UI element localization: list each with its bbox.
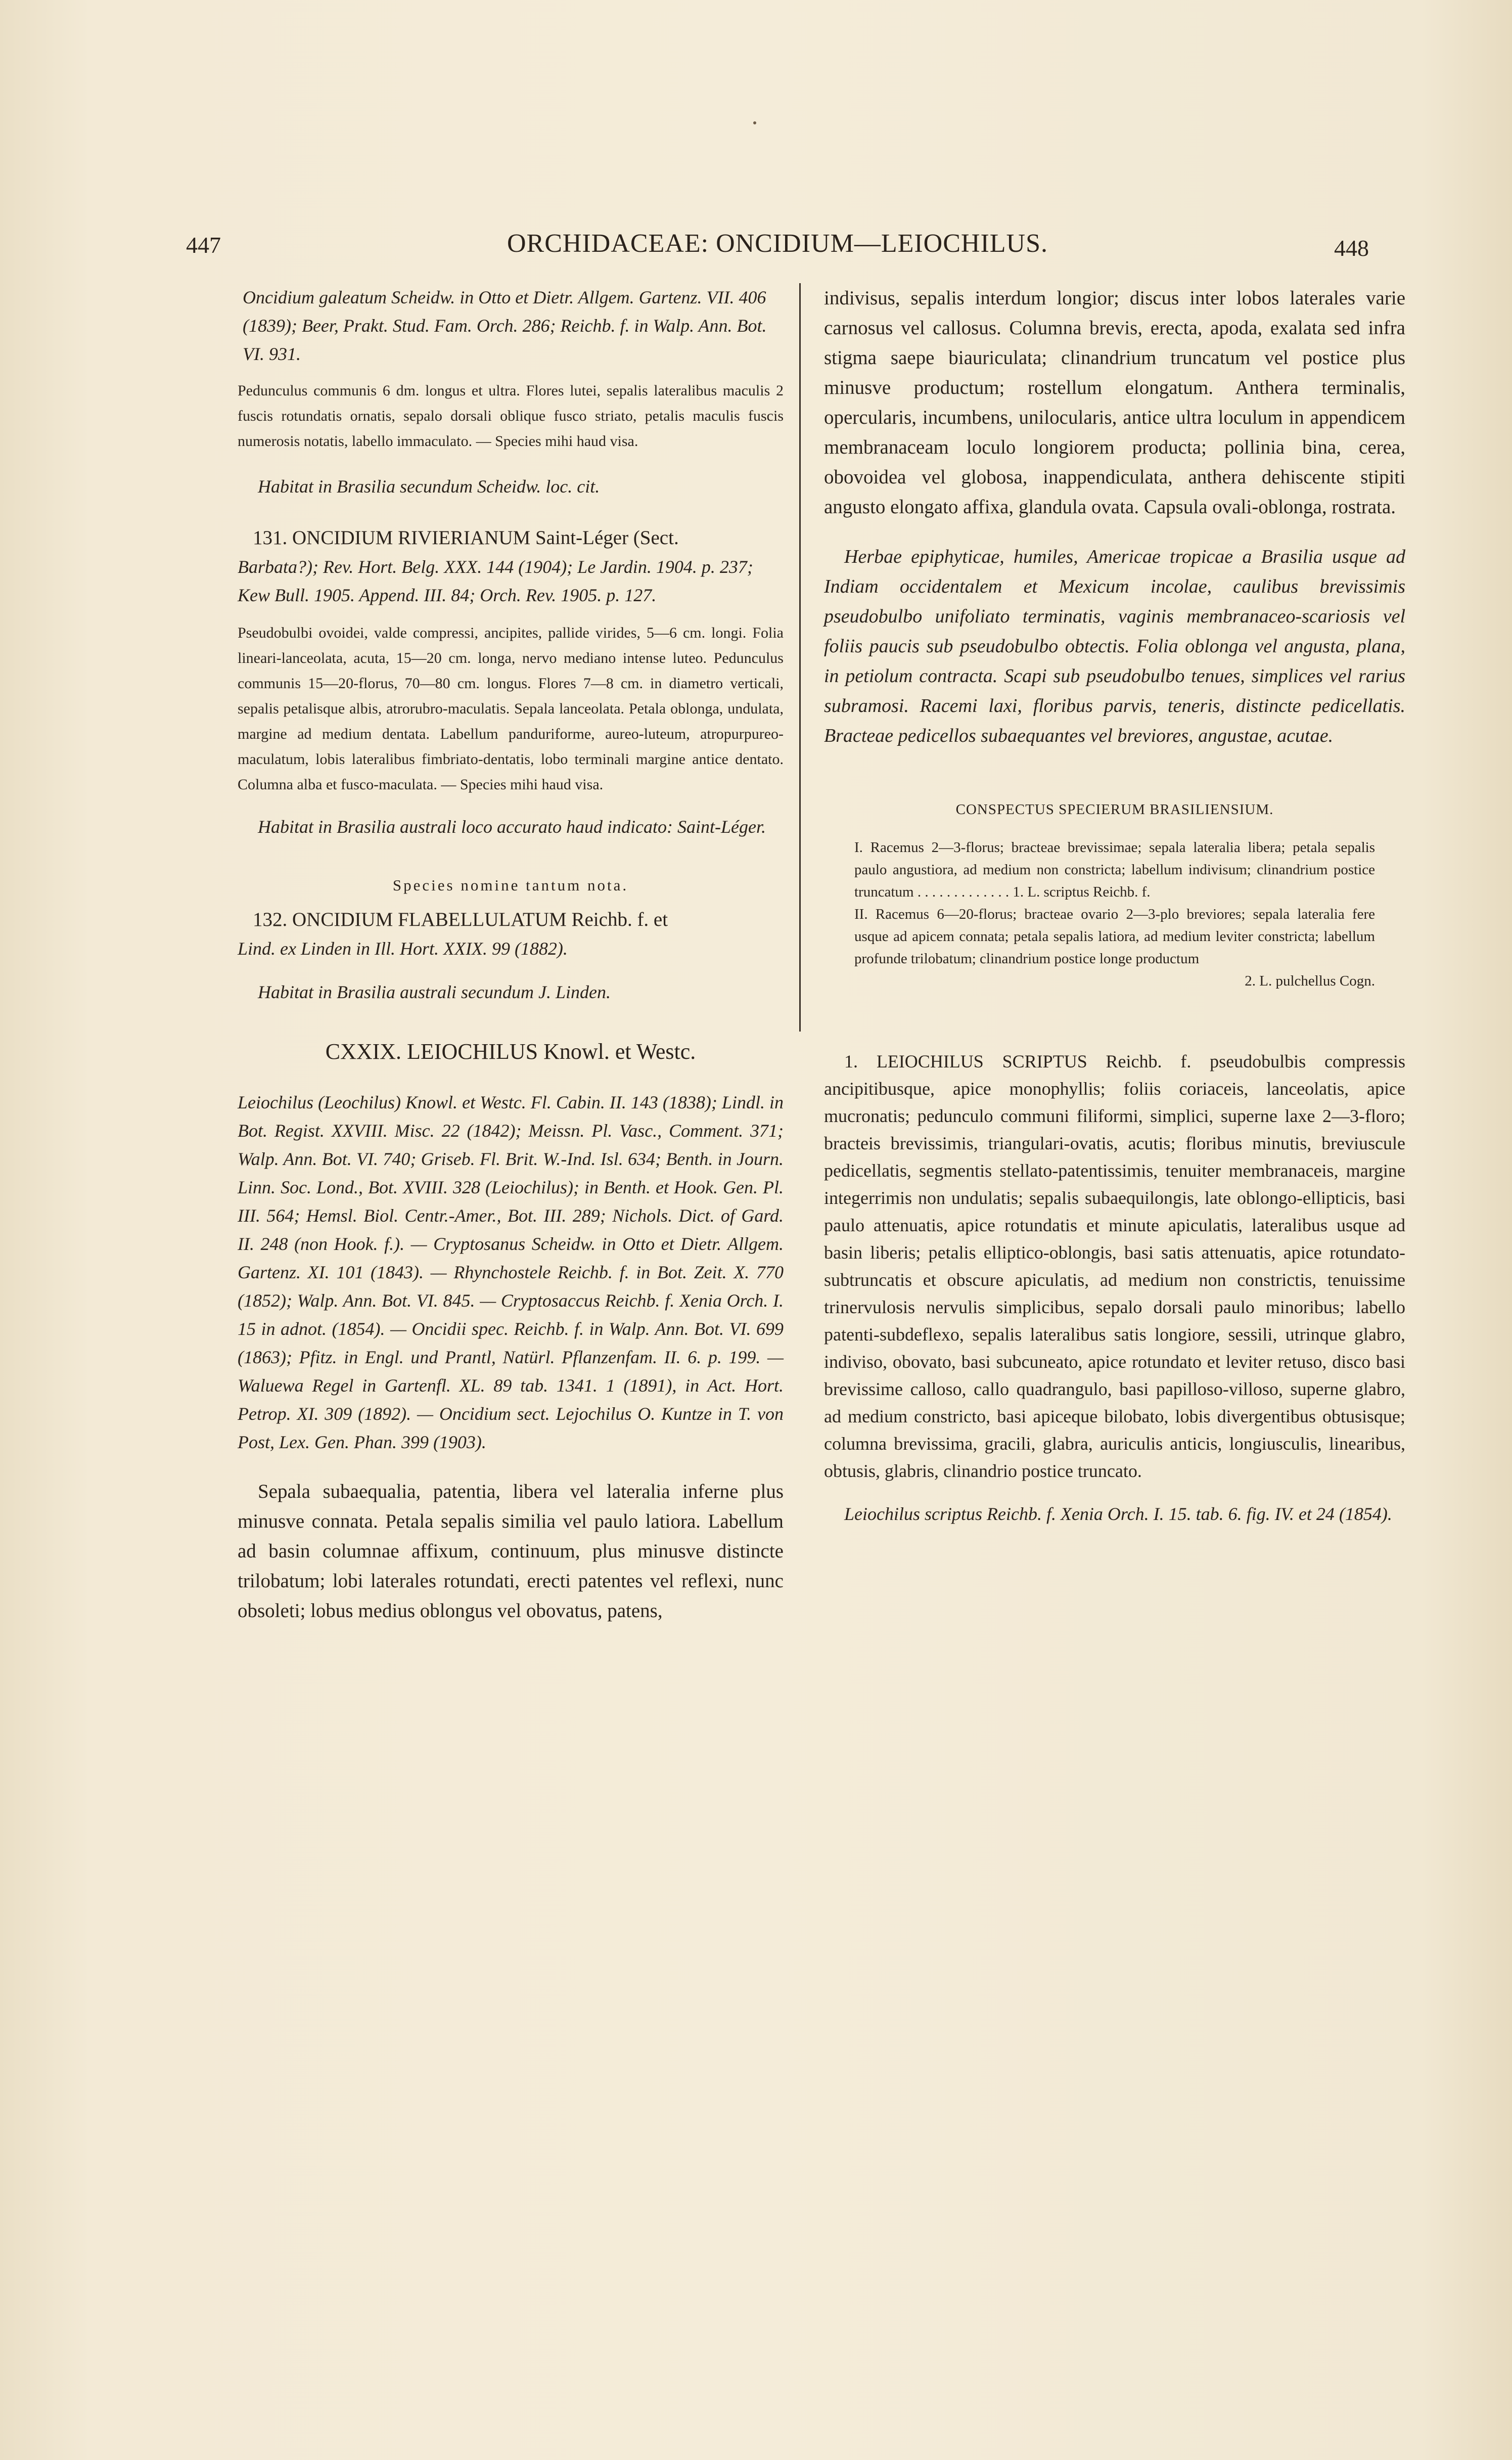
genus-description: Sepala subaequalia, patentia, libera vel lateralia inferne plus minusve connata. Petala sepalis similia vel paulo latiora. Labellum ad basin columnae affixum, continuum, plus minusve distincte trilobatum; lobi laterales rotundati, erecti patentes vel reflexi, nunc obsoleti; lobus medius oblongus vel obovatus, patens, bbox=[238, 1481, 784, 1622]
genus-heading: CXXIX. LEIOCHILUS Knowl. et Westc. bbox=[325, 1039, 696, 1064]
right-column bbox=[824, 283, 1405, 1528]
species-132-references: Lind. ex Linden in Ill. Hort. XXIX. 99 (1882). bbox=[238, 938, 568, 959]
species-131-habitat: Habitat in Brasilia australi loco accurato haud indicato: Saint-Léger. bbox=[258, 817, 766, 837]
page-number-right: 448 bbox=[1334, 235, 1369, 261]
left-column bbox=[238, 283, 784, 1626]
herbae-paragraph: Herbae epiphyticae, humiles, Americae tropicae a Brasilia usque ad Indiam occidentalem et Mexicum incolae, caulibus brevissimis pseudobulbo unifoliato terminatis, vaginis membranaceo-scariosis vel foliis paucis sub pseudobulbo obtectis. Folia oblonga vel angusta, plana, in petiolum contracta. Scapi sub pseudobulbo tenues, simplices vel rarius subramosi. Racemi laxi, floribus parvis, teneris, distincte pedicellatis. Bracteae pedicellos subaequantes vel breviores, angustae, acutae. bbox=[824, 546, 1405, 746]
paper-speck bbox=[753, 121, 756, 124]
species-key bbox=[824, 836, 1405, 992]
synonym-galeatum: Oncidium galeatum Scheidw. in Otto et Dietr. Allgem. Gartenz. VII. 406 (1839); Beer, Prakt. Stud. Fam. Orch. 286; Reichb. f. in Walp. Ann. Bot. VI. 931. bbox=[243, 287, 767, 364]
genus-description-continued: indivisus, sepalis interdum longior; discus inter lobos laterales varie carnosus vel callosus. Columna brevis, erecta, apoda, exalata sed infra stigma saepe biauriculata; clinandrium truncatum vel postice plus minusve productum; rostellum elongatum. Anthera terminalis, opercularis, incumbens, unilocularis, antice ultra loculum in appendicem membranaceam loculo longiorem producta; pollinia bina, cerea, obovoidea vel globosa, inappendiculata, anthera dehiscente stipiti angusto elongato affixa, glandula ovata. Capsula ovali-oblonga, rostrata. bbox=[824, 287, 1405, 518]
species-131-title: 131. ONCIDIUM RIVIERIANUM Saint-Léger (Sect. bbox=[253, 527, 679, 549]
species-132-title: 132. ONCIDIUM FLABELLULATUM Reichb. f. et bbox=[253, 909, 668, 930]
conspectus-heading: CONSPECTUS SPECIERUM BRASILIENSIUM. bbox=[955, 801, 1274, 818]
species-131-description: Pseudobulbi ovoidei, valde compressi, ancipites, pallide virides, 5—6 cm. longi. Folia lineari-lanceolata, acuta, 15—20 cm. longa, nervo mediano intense luteo. Pedunculus communis 15—20-florus, 70—80 cm. longus. Flores 7—8 cm. in diametro verticali, sepalis petalisque albis, atrorubro-maculatis. Sepala lanceolata. Petala oblonga, undulata, margine ad medium dentata. Labellum panduriforme, aureo-luteum, atropurpureo-maculatum, lobis lateralibus fimbriato-dentatis, lobo terminali margine antice dentato. Columna alba et fusco-maculata. — Species mihi haud visa. bbox=[238, 624, 784, 793]
key-entry-2-result: 2. L. pulchellus Cogn. bbox=[1245, 973, 1375, 989]
page-header bbox=[186, 229, 1369, 269]
habitat-galeatum: Habitat in Brasilia secundum Scheidw. loc. cit. bbox=[258, 476, 600, 497]
species-nomine-heading: Species nomine tantum nota. bbox=[392, 876, 629, 894]
column-divider bbox=[799, 283, 801, 1032]
species-1-citation: Leiochilus scriptus Reichb. f. Xenia Orch. I. 15. tab. 6. fig. IV. et 24 (1854). bbox=[844, 1504, 1392, 1524]
key-entry-1: I. Racemus 2—3-florus; bracteae brevissimae; sepala lateralia libera; petala sepalis paulo angustiora, ad medium non constricta; labellum indivisum; clinandrium postice truncatum . . . . . . . . . . . . . 1. L. scriptus Reichb. f. bbox=[854, 839, 1375, 900]
species-1-description: 1. LEIOCHILUS SCRIPTUS Reichb. f. pseudobulbis compressis ancipitibusque, apice monophyllis; foliis coriaceis, lanceolatis, apice mucronatis; pedunculo communi filiformi, simplici, superne laxe 2—3-floro; bracteis brevissimis, triangulari-ovatis, acutis; floribus minutis, breviuscule pedicellatis, segmentis stellato-patentissimis, tenuiter membranaceis, margine integerrimis non undulatis; sepalis subaequilongis, late oblongo-ellipticis, basi paulo attenuatis, apice rotundatis et minute apiculatis, lateralibus usque ad basin liberis; petalis elliptico-oblongis, basi satis attenuatis, apice rotundato-subtruncatis et obscure apiculatis, ad medium non constrictis, tenuissime trinervulosis nervulis simplicibus, sepalo dorsali paulo minoribus; labello patenti-subdeflexo, sepalis lateralibus satis longiore, sessili, utrinque glabro, indiviso, obovato, basi subcuneato, apice rotundato et leviter retuso, disco basi brevissime calloso, callo quadrangulo, basi papilloso-villoso, superne glabro, ad medium constricto, basi apiceque bilobato, lobis divergentibus obtusisque; columna brevissima, gracili, glabra, auriculis anticis, longiusculis, linearibus, obtusis, glabris, clinandrio postice truncato. bbox=[824, 1051, 1405, 1481]
description-galeatum: Pedunculus communis 6 dm. longus et ultra. Flores lutei, sepalis lateralibus maculis 2 fuscis rotundatis ornatis, sepalo dorsali oblique fusco striato, petalis maculis fuscis numerosis notatis, labello immaculato. — Species mihi haud visa. bbox=[238, 382, 784, 450]
species-131-references: Barbata?); Rev. Hort. Belg. XXX. 144 (1904); Le Jardin. 1904. p. 237; Kew Bull. 1905. Append. III. 84; Orch. Rev. 1905. p. 127. bbox=[238, 557, 753, 605]
page-number-left: 447 bbox=[186, 232, 221, 258]
genus-synonymy: Leiochilus (Leochilus) Knowl. et Westc. Fl. Cabin. II. 143 (1838); Lindl. in Bot. Regist. XXVIII. Misc. 22 (1842); Meissn. Pl. Vasc., Comment. 371; Walp. Ann. Bot. VI. 740; Griseb. Fl. Brit. W.-Ind. Isl. 634; Benth. in Journ. Linn. Soc. Lond., Bot. XVIII. 328 (Leiochilus); in Benth. et Hook. Gen. Pl. III. 564; Hemsl. Biol. Centr.-Amer., Bot. III. 289; Nichols. Dict. of Gard. II. 248 (non Hook. f.). — Cryptosanus Scheidw. in Otto et Dietr. Allgem. Gartenz. XI. 101 (1843). — Rhynchostele Reichb. f. in Bot. Zeit. X. 770 (1852); Walp. Ann. Bot. VI. 845. — Cryptosaccus Reichb. f. Xenia Orch. I. 15 in adnot. (1854). — Oncidii spec. Reichb. f. in Walp. Ann. Bot. VI. 699 (1863); Pfitz. in Engl. und Prantl, Natürl. Pflanzenfam. II. 6. p. 199. — Waluewa Regel in Gartenfl. XL. 89 tab. 1341. 1 (1891), in Act. Hort. Petrop. XI. 309 (1892). — Oncidium sect. Lejochilus O. Kuntze in T. von Post, Lex. Gen. Phan. 399 (1903). bbox=[238, 1092, 784, 1452]
species-132-habitat: Habitat in Brasilia australi secundum J. Linden. bbox=[258, 982, 611, 1002]
running-title: ORCHIDACEAE: ONCIDIUM—LEIOCHILUS. bbox=[507, 229, 1048, 258]
key-entry-2: II. Racemus 6—20-florus; bracteae ovario 2—3-plo breviores; sepala lateralia fere usque ad apicem connata; petala sepalis latiora, ad medium leviter constricta; labellum profunde trilobatum; clinandrium postice longe productum bbox=[854, 906, 1375, 967]
